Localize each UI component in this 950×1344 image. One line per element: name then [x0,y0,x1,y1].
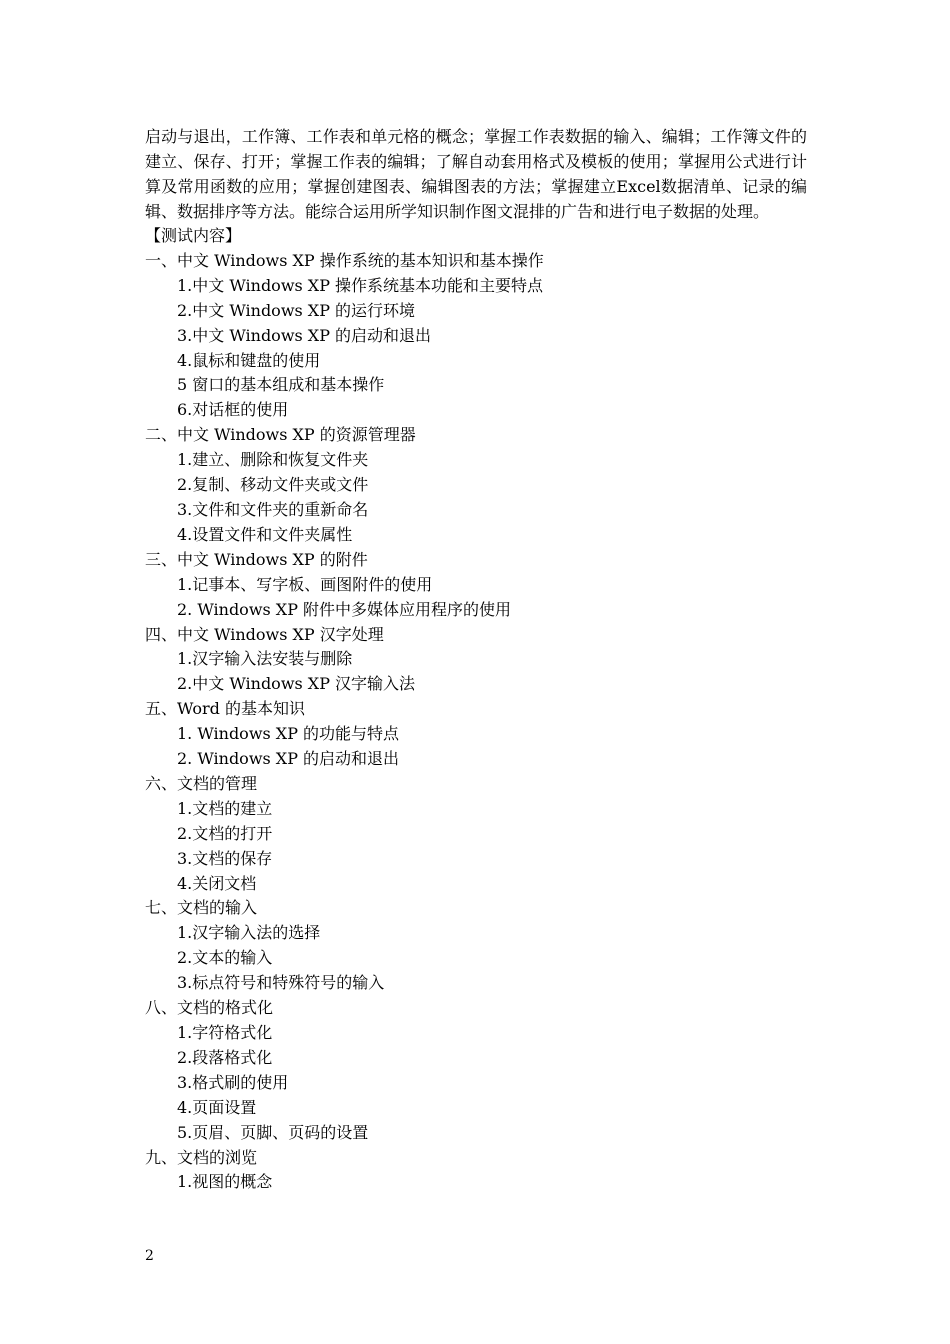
list-item: 3.标点符号和特殊符号的输入 [177,973,385,993]
list-item: 1.建立、删除和恢复文件夹 [177,450,369,470]
list-item: 4.页面设置 [177,1097,257,1117]
section-title: 一、中文 Windows XP 操作系统的基本知识和基本操作 [145,250,544,270]
list-item: 4.关闭文档 [177,873,257,893]
list-item: 1.字符格式化 [177,1023,273,1042]
list-item: 1.视图的概念 [177,1172,273,1192]
section-title: 三、中文 Windows XP 的附件 [145,549,368,569]
list-item: 1.汉字输入法的选择 [177,923,321,943]
list-item: 1. Windows XP 的功能与特点 [177,724,400,744]
list-item: 2.中文 Windows XP 汉字输入法 [177,674,416,694]
list-item: 1.汉字输入法安装与删除 [177,649,353,669]
section-title: 七、文档的输入 [145,898,258,918]
list-item: 4.鼠标和键盘的使用 [177,350,321,370]
section-title: 四、中文 Windows XP 汉字处理 [145,624,384,644]
list-item: 1.文档的建立 [177,798,273,818]
list-item: 1.记事本、写字板、画图附件的使用 [177,574,433,594]
section-title: 九、文档的浏览 [145,1147,258,1167]
page-number: 2 [145,1248,154,1264]
list-item: 4.设置文件和文件夹属性 [177,524,353,544]
list-item: 2. Windows XP 的启动和退出 [177,749,400,769]
intro-paragraph: 启动与退出，工作簿、工作表和单元格的概念；掌握工作表数据的输入、编辑；工作簿文件的建立、保存、打开；掌握工作表的编辑；了解自动套用格式及模板的使用；掌握用公式进行计算及常用函数的应用；掌握创建图表、编辑图表的方法；掌握建立Excel数据清单、记录的编辑、数据排序等方法。能综合运用所学知识制作图文混排的广告和进行电子数据的处理。 [145,127,807,221]
list-item: 3.格式刷的使用 [177,1072,289,1092]
list-item: 3.文件和文件夹的重新命名 [177,499,369,519]
list-item: 2.复制、移动文件夹或文件 [177,475,369,495]
page-content [145,124,807,1195]
list-item: 5.页眉、页脚、页码的设置 [177,1122,369,1142]
section-title: 八、文档的格式化 [145,998,274,1018]
list-item: 2.文本的输入 [177,948,273,968]
list-item: 2.文档的打开 [177,823,273,843]
list-item: 3.中文 Windows XP 的启动和退出 [177,325,432,345]
list-item: 3.文档的保存 [177,848,273,868]
list-item: 2.段落格式化 [177,1047,273,1067]
section-title: 二、中文 Windows XP 的资源管理器 [145,425,416,445]
section-title: 六、文档的管理 [145,773,258,793]
list-item: 6.对话框的使用 [177,400,289,420]
list-item: 1.中文 Windows XP 操作系统基本功能和主要特点 [177,275,544,295]
list-item: 2. Windows XP 附件中多媒体应用程序的使用 [177,599,512,619]
list-item: 2.中文 Windows XP 的运行环境 [177,300,416,320]
section-title: 五、Word 的基本知识 [145,699,305,719]
list-item: 5 窗口的基本组成和基本操作 [177,375,385,395]
section-heading: 【测试内容】 [145,226,242,245]
